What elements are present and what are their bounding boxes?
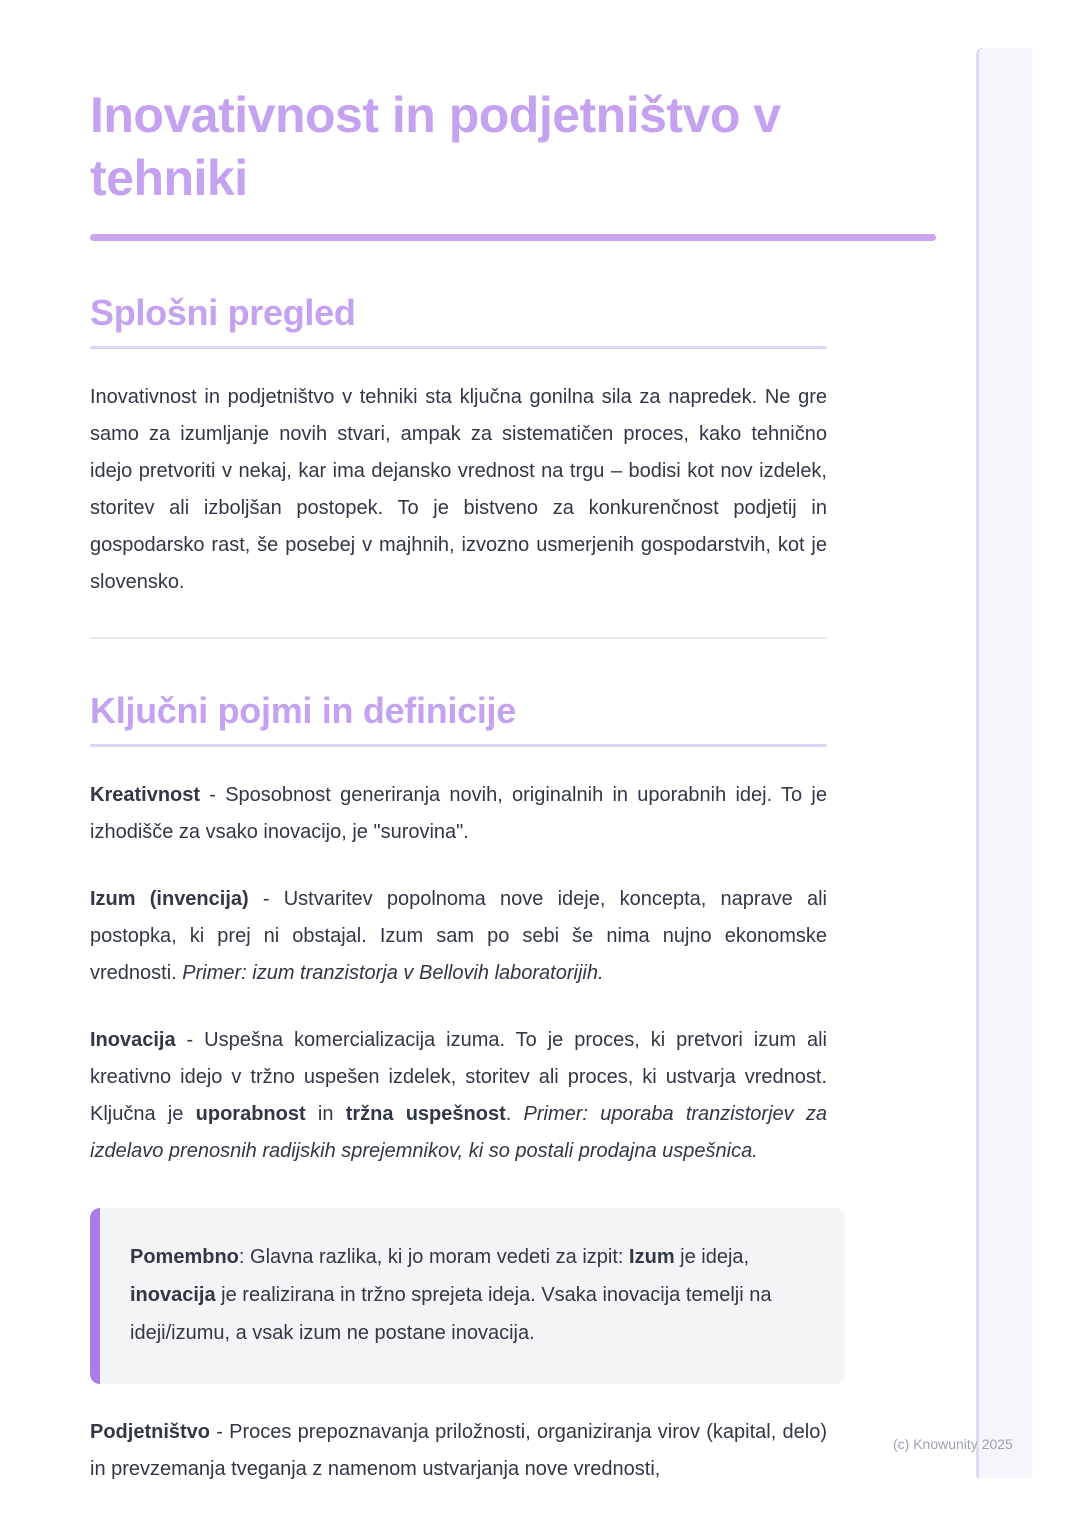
section-heading-splosni-pregled: Splošni pregled [90,292,356,333]
paragraph-izum: Izum (invencija) - Ustvaritev popolnoma nove ideje, koncepta, naprave ali postopka, ki prej ni obstajal. Izum sam po sebi še nima nujno ekonomske vrednosti. Primer: izum tranzistorja v Bellovih laboratorijih. [90,888,827,984]
section-splosni-pregled [90,291,827,601]
paragraph-overview: Inovativnost in podjetništvo v tehniki sta ključna gonilna sila za napredek. Ne gre samo za izumljanje novih stvari, ampak za sistematičen proces, kako tehnično idejo pretvoriti v nekaj, kar ima dejansko vrednost na trgu – bodisi kot nov izdelek, storitev ali izboljšan postopek. To je bistveno za konkurenčnost podjetij in gospodarsko rast, še posebej v majhnih, izvozno usmerjenih gospodarstvih, kot je slovensko. [90,386,827,593]
copyright-footer: (c) Knowunity 2025 [893,1436,1013,1452]
title-rule [90,234,936,241]
section-heading-underline [90,346,827,349]
page-edge-strip [976,48,1032,1478]
paragraph-inovacija: Inovacija - Uspešna komercializacija izuma. To je proces, ki pretvori izum ali kreativno idejo v tržno uspešen izdelek, storitev ali proces, ki ustvarja vrednost. Ključna je uporabnost in tržna uspešnost. Primer: uporaba tranzistorjev za izdelavo prenosnih radijskih sprejemnikov, ki so postali prodajna uspešnica. [90,1029,828,1162]
section-divider [90,637,827,639]
section-heading-kljucni-pojmi: Ključni pojmi in definicije [90,690,516,731]
section-heading-underline [90,744,827,747]
paragraph-podjetnistvo: Podjetništvo - Proces prepoznavanja priložnosti, organiziranja virov (kapital, delo) in prevzemanja tveganja z namenom ustvarjanja nove vrednosti, [90,1421,827,1480]
important-callout [90,1208,845,1384]
section-kljucni-pojmi [90,689,827,1488]
document-content [90,0,827,1488]
callout-text: Pomembno: Glavna razlika, ki jo moram vedeti za izpit: Izum je ideja, inovacija je realizirana in tržno sprejeta ideja. Vsaka inovacija temelji na ideji/izumu, a vsak izum ne postane inovacija. [130,1246,772,1344]
page-title: Inovativnost in podjetništvo v tehniki [90,87,781,206]
paragraph-kreativnost: Kreativnost - Sposobnost generiranja novih, originalnih in uporabnih idej. To je izhodišče za vsako inovacijo, je "surovina". [90,784,827,843]
